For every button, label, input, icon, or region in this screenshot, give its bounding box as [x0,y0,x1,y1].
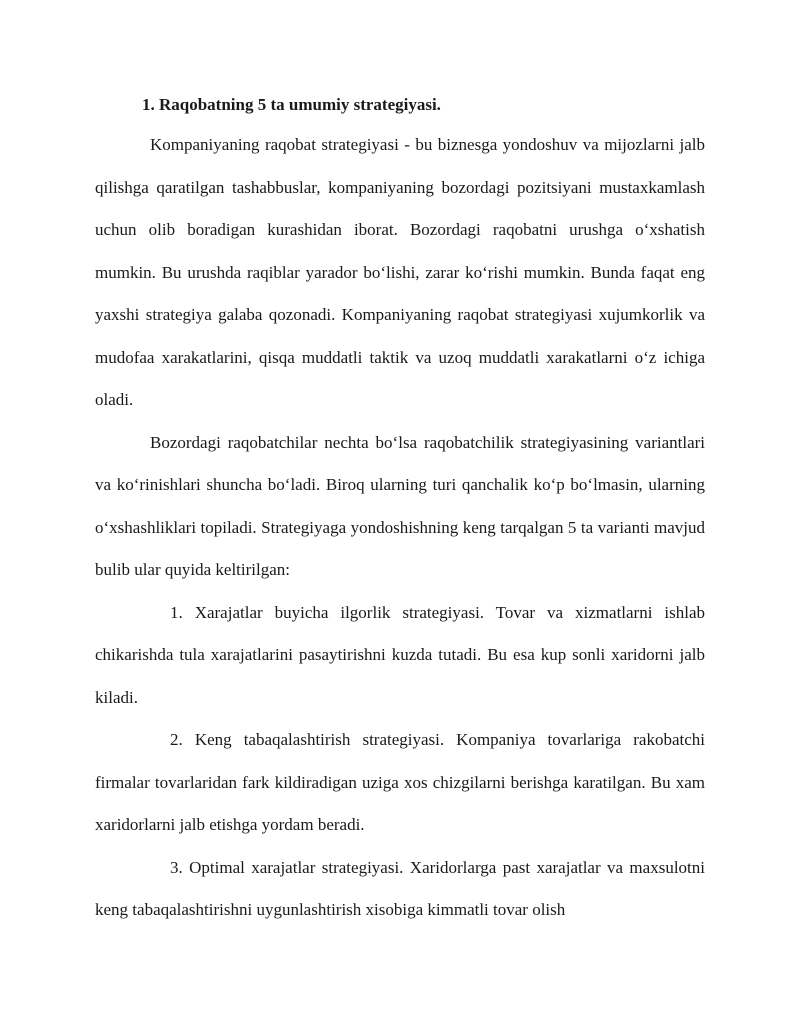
paragraph-competitors: Bozordagi raqobatchilar nechta boʻlsa raqobatchilik strategiyasining variantlari va koʻrinishlari shuncha boʻladi. Biroq ularning turi qanchalik koʻp boʻlmasin, ularning oʻxshashliklari topiladi. Strategiyaga yondoshishning keng tarqalgan 5 ta varianti mavjud bulib ular quyida keltirilgan: [95,432,705,579]
list-item-optimal-cost: 3. Optimal xarajatlar strategiyasi. Xaridorlarga past xarajatlar va maxsulotni keng tabaqalashtirishni uygunlashtirish xisobiga kimmatli tovar olish [95,857,705,919]
document-page [95,86,705,932]
section-heading: 1. Raqobatning 5 ta umumiy strategiyasi. [142,95,441,114]
list-item-differentiation: 2. Keng tabaqalashtirish strategiyasi. Kompaniya tovarlariga rakobatchi firmalar tovarlaridan fark kildiradigan uziga xos chizgilarni berishga karatilgan. Bu xam xaridorlarni jalb etishga yordam beradi. [95,730,705,834]
list-item-cost-leadership: 1. Xarajatlar buyicha ilgorlik strategiyasi. Tovar va xizmatlarni ishlab chikarishda tula xarajatlarini pasaytirishni kuzda tutadi. Bu esa kup sonli xaridorni jalb kiladi. [95,602,705,707]
paragraph-intro: Kompaniyaning raqobat strategiyasi - bu biznesga yondoshuv va mijozlarni jalb qilishga qaratilgan tashabbuslar, kompaniyaning bozordagi pozitsiyani mustaxkamlash uchun olib boradigan kurashidan iborat. Bozordagi raqobatni urushga oʻxshatish mumkin. Bu urushda raqiblar yarador boʻlishi, zarar koʻrishi mumkin. Bunda faqat eng yaxshi strategiya galaba qozonadi. Kompaniyaning raqobat strategiyasi xujumkorlik va mudofaa xarakatlarini, qisqa muddatli taktik va uzoq muddatli xarakatlarni oʻz ichiga oladi. [95,135,705,409]
